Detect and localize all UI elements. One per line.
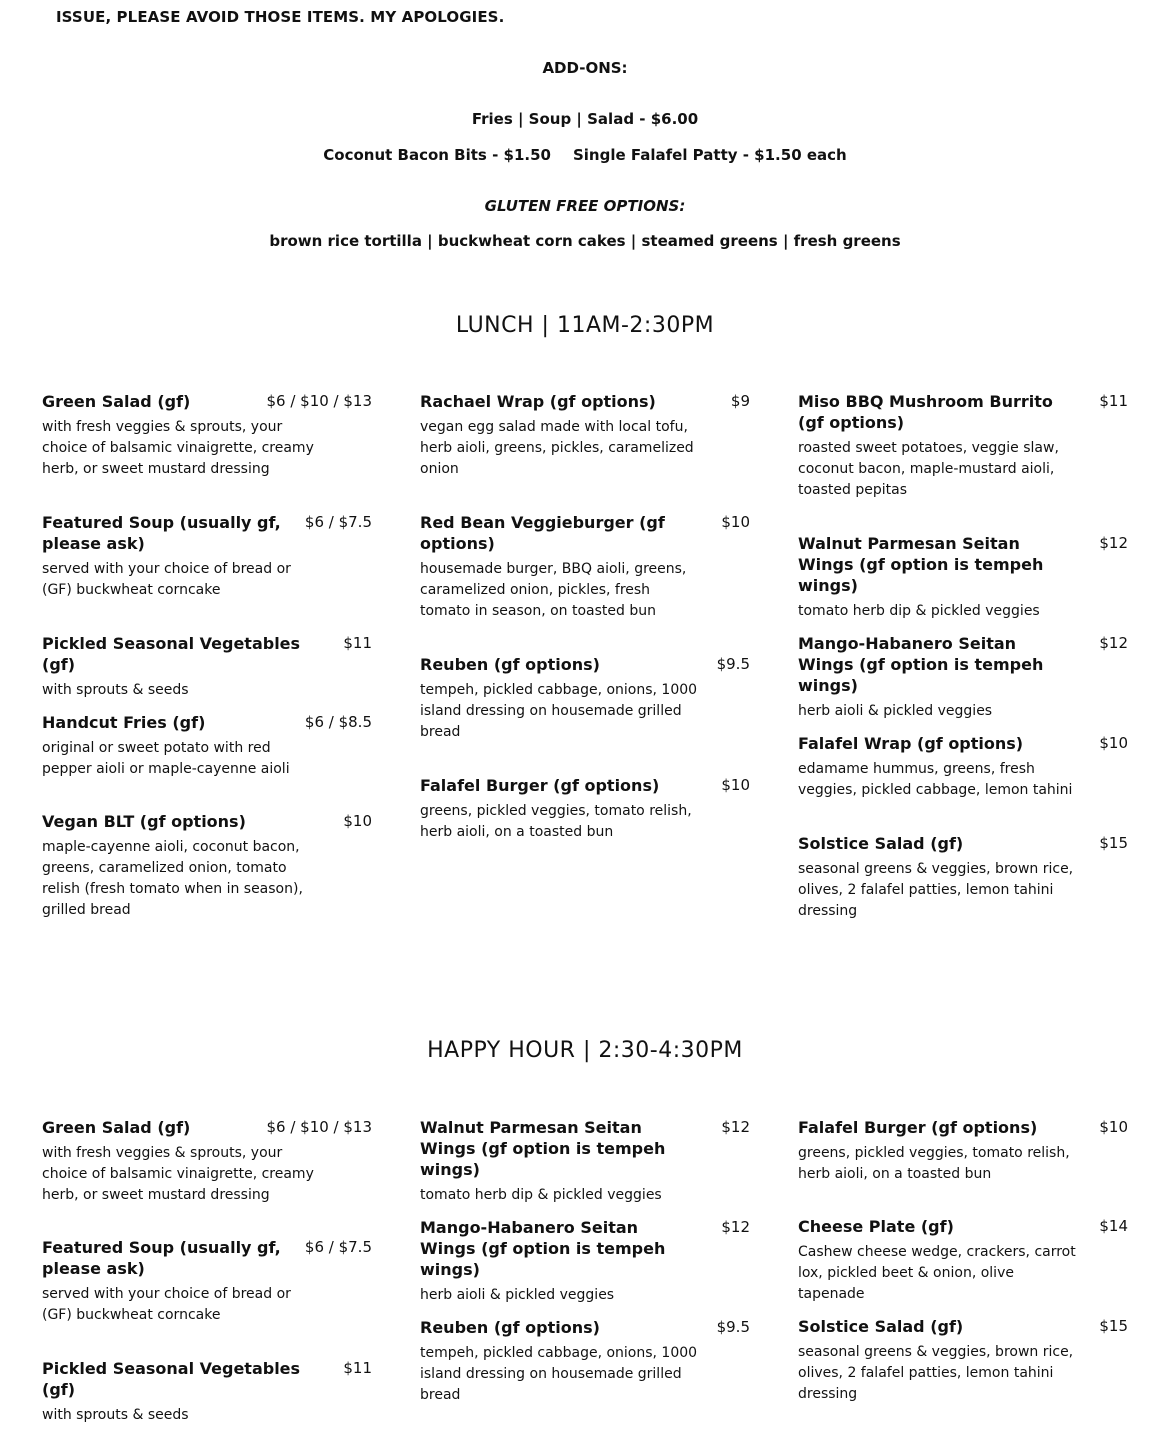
item-description: vegan egg salad made with local tofu, herb aioli, greens, pickles, caramelized onion [420,419,694,477]
item-price: $11 [343,1359,372,1377]
item-price: $10 [343,812,372,830]
item-price: $15 [1099,1317,1128,1335]
item-price: $12 [1099,534,1128,552]
item-price: $11 [1099,392,1128,410]
item-name: Green Salad (gf) [42,392,191,411]
menu-item [798,633,1128,722]
menu-item [798,1216,1128,1305]
item-name: Walnut Parmesan Seitan Wings (gf option is tempeh wings) [420,1118,666,1179]
item-name: Mango-Habanero Seitan Wings (gf option is tempeh wings) [798,634,1044,695]
item-name: Walnut Parmesan Seitan Wings (gf option is tempeh wings) [798,534,1044,595]
menu-item [798,733,1128,801]
item-price: $6 / $7.5 [304,513,372,531]
item-price: $11 [343,634,372,652]
addon-coconut-bacon: Coconut Bacon Bits - $1.50 [323,146,551,164]
item-price: $6 / $7.5 [304,1238,372,1256]
menu-item [42,512,372,601]
item-price: $10 [721,776,750,794]
item-name: Cheese Plate (gf) [798,1217,954,1236]
item-price: $9 [730,392,750,410]
menu-item [420,1117,750,1206]
notice-text: ISSUE, PLEASE AVOID THOSE ITEMS. MY APOLOGIES. [56,8,505,26]
addon-falafel-patty: Single Falafel Patty - $1.50 each [572,146,847,164]
menu-item [798,1316,1128,1405]
item-name: Miso BBQ Mushroom Burrito (gf options) [798,392,1053,432]
item-name: Falafel Burger (gf options) [798,1118,1038,1137]
lunch-section-title: LUNCH | 11AM-2:30PM [455,313,715,338]
item-price: $6 / $10 / $13 [266,1118,372,1136]
item-price: $6 / $8.5 [304,713,372,731]
addons-line-1: Fries | Soup | Salad - $6.00 [471,110,699,128]
item-description: roasted sweet potatoes, veggie slaw, coconut bacon, maple-mustard aioli, toasted pepitas [798,440,1059,498]
item-description: housemade burger, BBQ aioli, greens, caramelized onion, pickles, fresh tomato in season, on toasted bun [420,561,687,619]
item-price: $15 [1099,834,1128,852]
item-name: Falafel Wrap (gf options) [798,734,1024,753]
item-price: $10 [1099,734,1128,752]
item-name: Vegan BLT (gf options) [42,812,246,831]
menu-item [42,1117,372,1206]
menu-item [420,1317,750,1406]
menu-item [420,391,750,480]
item-name: Reuben (gf options) [420,655,600,674]
item-name: Green Salad (gf) [42,1118,191,1137]
item-description: with sprouts & seeds [42,1407,189,1423]
item-name: Rachael Wrap (gf options) [420,392,656,411]
item-name: Handcut Fries (gf) [42,713,206,732]
item-price: $14 [1099,1217,1128,1235]
item-name: Pickled Seasonal Vegetables (gf) [42,1359,301,1399]
item-description: tempeh, pickled cabbage, onions, 1000 island dressing on housemade grilled bread [420,682,698,740]
item-name: Mango-Habanero Seitan Wings (gf option is tempeh wings) [420,1218,666,1279]
menu-item [798,1117,1128,1185]
menu-item [42,1358,372,1426]
item-description: seasonal greens & veggies, brown rice, olives, 2 falafel patties, lemon tahini dressing [798,1344,1074,1402]
item-description: edamame hummus, greens, fresh veggies, pickled cabbage, lemon tahini [798,761,1073,798]
item-description: Cashew cheese wedge, crackers, carrot lox, pickled beet & onion, olive tapenade [798,1244,1076,1302]
menu-item [42,633,372,701]
item-price: $9.5 [716,1318,750,1336]
item-price: $12 [1099,634,1128,652]
gluten-free-title: GLUTEN FREE OPTIONS: [484,197,686,215]
addons-line-2 [0,146,1170,164]
item-description: served with your choice of bread or (GF) buckwheat corncake [42,1286,291,1323]
menu-item [420,512,750,622]
item-description: greens, pickled veggies, tomato relish, herb aioli, on a toasted bun [420,803,692,840]
menu-item [42,811,372,921]
item-price: $12 [721,1118,750,1136]
item-name: Reuben (gf options) [420,1318,600,1337]
menu-item [420,775,750,843]
item-description: tomato herb dip & pickled veggies [798,603,1040,619]
item-price: $9.5 [716,655,750,673]
menu-item [420,654,750,743]
item-price: $10 [721,513,750,531]
item-name: Featured Soup (usually gf, please ask) [42,1238,281,1278]
item-description: tomato herb dip & pickled veggies [420,1187,662,1203]
menu-item [420,1217,750,1306]
item-price: $12 [721,1218,750,1236]
item-price: $10 [1099,1118,1128,1136]
item-name: Pickled Seasonal Vegetables (gf) [42,634,301,674]
item-description: greens, pickled veggies, tomato relish, herb aioli, on a toasted bun [798,1145,1070,1182]
menu-item [798,833,1128,922]
item-name: Red Bean Veggieburger (gf options) [420,513,665,553]
item-name: Featured Soup (usually gf, please ask) [42,513,281,553]
item-description: maple-cayenne aioli, coconut bacon, greens, caramelized onion, tomato relish (fresh tomato when in season), grilled bread [42,839,303,918]
item-description: served with your choice of bread or (GF) buckwheat corncake [42,561,291,598]
item-description: with fresh veggies & sprouts, your choice of balsamic vinaigrette, creamy herb, or sweet mustard dressing [42,1145,314,1203]
menu-item [42,712,372,780]
item-description: seasonal greens & veggies, brown rice, olives, 2 falafel patties, lemon tahini dressing [798,861,1074,919]
item-name: Solstice Salad (gf) [798,1317,964,1336]
happy-hour-section-title: HAPPY HOUR | 2:30-4:30PM [427,1038,743,1063]
item-description: with fresh veggies & sprouts, your choice of balsamic vinaigrette, creamy herb, or sweet mustard dressing [42,419,314,477]
item-description: herb aioli & pickled veggies [798,703,993,719]
menu-item [798,391,1128,501]
menu-item [798,533,1128,622]
menu-item [42,1237,372,1326]
addons-title: ADD-ONS: [542,59,628,77]
menu-item [42,391,372,480]
item-description: original or sweet potato with red pepper aioli or maple-cayenne aioli [42,740,290,777]
gluten-free-options: brown rice tortilla | buckwheat corn cakes | steamed greens | fresh greens [269,232,901,250]
item-description: with sprouts & seeds [42,682,189,698]
item-price: $6 / $10 / $13 [266,392,372,410]
item-name: Solstice Salad (gf) [798,834,964,853]
item-description: tempeh, pickled cabbage, onions, 1000 island dressing on housemade grilled bread [420,1345,698,1403]
item-name: Falafel Burger (gf options) [420,776,660,795]
item-description: herb aioli & pickled veggies [420,1287,615,1303]
